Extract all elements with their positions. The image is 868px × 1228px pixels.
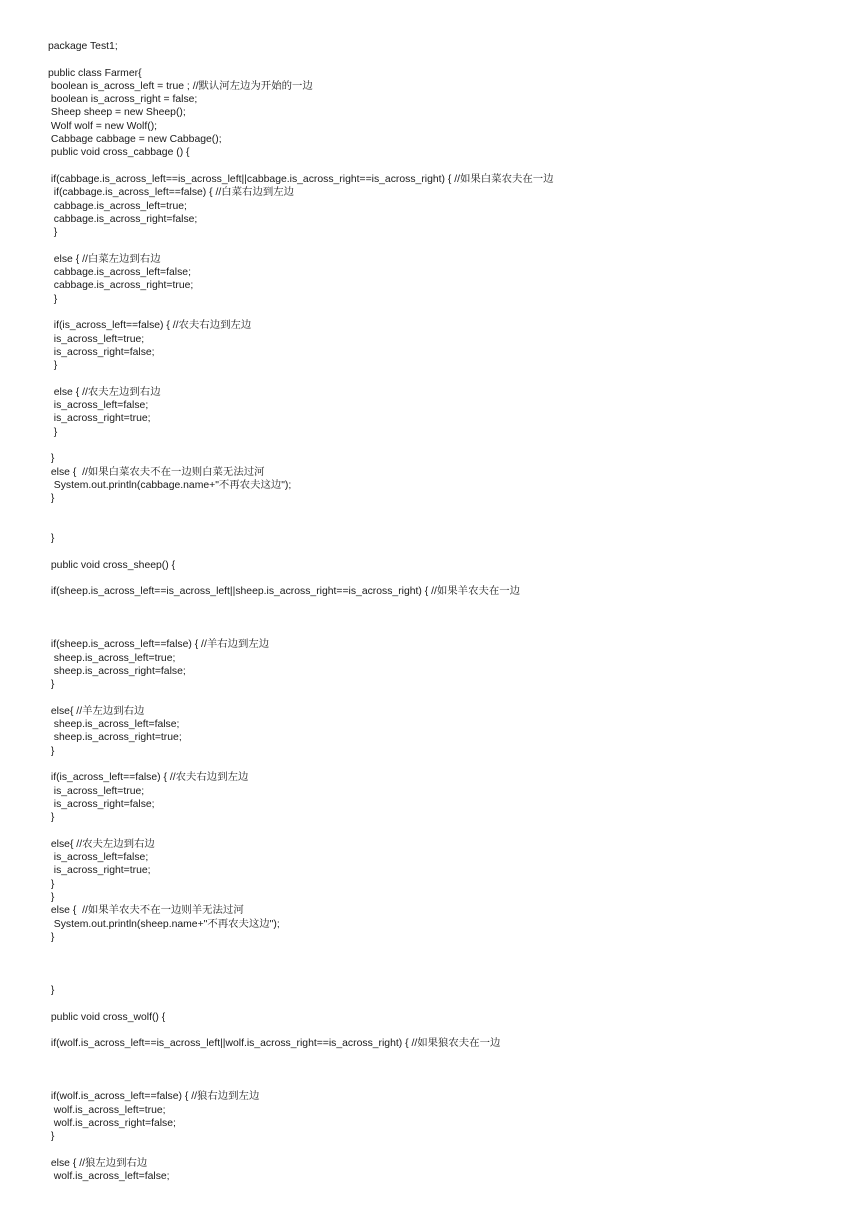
code-line: cabbage.is_across_left=false;	[48, 267, 191, 279]
code-line	[48, 1051, 848, 1064]
code-line: }	[48, 679, 55, 691]
code-line	[48, 505, 848, 518]
code-line: if(is_across_left==false) { //农夫右边到左边	[48, 320, 252, 332]
code-line	[48, 519, 848, 532]
code-line: if(is_across_left==false) { //农夫右边到左边	[48, 772, 249, 784]
code-line: is_across_right=false;	[48, 346, 155, 358]
code-line	[48, 439, 848, 452]
code-line: }	[48, 293, 58, 305]
code-line	[48, 944, 848, 957]
code-line: }	[48, 1131, 55, 1143]
code-line: sheep.is_across_right=false;	[48, 665, 186, 677]
code-line: else { //白菜左边到右边	[48, 253, 161, 265]
code-line	[48, 1077, 848, 1090]
code-line: public class Farmer{	[48, 67, 142, 79]
code-line: System.out.println(cabbage.name+"不再农夫这边");	[48, 479, 292, 491]
code-line: }	[48, 493, 55, 505]
code-line	[48, 53, 848, 66]
code-line: }	[48, 532, 55, 544]
code-line: }	[48, 878, 55, 890]
code-line: is_across_right=false;	[48, 798, 155, 810]
code-line	[48, 598, 848, 611]
code-line: wolf.is_across_right=false;	[48, 1118, 176, 1130]
code-line: else{ //羊左边到右边	[48, 705, 145, 717]
code-line: boolean is_across_right = false;	[48, 94, 198, 106]
code-line: if(cabbage.is_across_left==false) { //白菜右边到左边	[48, 187, 295, 199]
code-line: wolf.is_across_left=true;	[48, 1104, 166, 1116]
code-line: is_across_left=true;	[48, 785, 145, 797]
code-line: if(wolf.is_across_left==false) { //狼右边到左边	[48, 1091, 260, 1103]
code-line	[48, 825, 848, 838]
code-line: package Test1;	[48, 41, 118, 52]
code-line: if(sheep.is_across_left==is_across_left||sheep.is_across_right==is_across_right) { //如果羊农夫在一边	[48, 586, 521, 598]
code-line: }	[48, 360, 58, 372]
code-line	[48, 758, 848, 771]
code-line: sheep.is_across_left=true;	[48, 652, 176, 664]
code-line: else { //农夫左边到右边	[48, 386, 161, 398]
code-line	[48, 957, 848, 970]
code-line: Cabbage cabbage = new Cabbage();	[48, 134, 222, 146]
code-line: }	[48, 931, 55, 943]
code-line: public void cross_cabbage () {	[48, 147, 190, 159]
code-line: if(wolf.is_across_left==is_across_left||wolf.is_across_right==is_across_right) { //如果狼农夫在一边	[48, 1038, 501, 1050]
code-line: is_across_left=false;	[48, 400, 149, 412]
code-line: else { //狼左边到右边	[48, 1157, 148, 1169]
code-line	[48, 1144, 848, 1157]
code-line: else{ //农夫左边到右边	[48, 838, 155, 850]
code-line: Sheep sheep = new Sheep();	[48, 107, 186, 119]
code-line: }	[48, 453, 55, 465]
code-line: boolean is_across_left = true ; //默认河左边为开始的一边	[48, 80, 313, 92]
code-line: wolf.is_across_left=false;	[48, 1171, 170, 1183]
code-line: }	[48, 745, 55, 757]
code-line	[48, 1024, 848, 1037]
code-line: cabbage.is_across_left=true;	[48, 200, 187, 212]
code-line: is_across_right=true;	[48, 865, 151, 877]
code-line: }	[48, 227, 58, 239]
code-line	[48, 997, 848, 1010]
code-line: else { //如果羊农夫不在一边则羊无法过河	[48, 905, 244, 917]
code-line	[48, 545, 848, 558]
code-line: sheep.is_across_left=false;	[48, 719, 180, 731]
code-line: Wolf wolf = new Wolf();	[48, 120, 158, 132]
code-line: }	[48, 426, 58, 438]
code-line	[48, 306, 848, 319]
code-line: if(sheep.is_across_left==false) { //羊右边到左边	[48, 639, 270, 651]
code-line	[48, 160, 848, 173]
code-line: public void cross_wolf() {	[48, 1011, 166, 1023]
code-line: cabbage.is_across_right=true;	[48, 280, 194, 292]
code-line	[48, 239, 848, 252]
code-line: }	[48, 985, 55, 997]
code-line	[48, 625, 848, 638]
code-line	[48, 971, 848, 984]
code-line	[48, 1064, 848, 1077]
code-line: else { //如果白菜农夫不在一边则白菜无法过河	[48, 466, 265, 478]
code-line	[48, 372, 848, 385]
code-line	[48, 612, 848, 625]
code-line: }	[48, 812, 55, 824]
code-line: public void cross_sheep() {	[48, 559, 176, 571]
code-line: if(cabbage.is_across_left==is_across_left||cabbage.is_across_right==is_across_right) { //如果白菜农夫在一边	[48, 173, 554, 185]
code-line: cabbage.is_across_right=false;	[48, 213, 198, 225]
code-line: is_across_left=true;	[48, 333, 145, 345]
code-line: System.out.println(sheep.name+"不再农夫这边");	[48, 918, 280, 930]
code-line	[48, 692, 848, 705]
code-line: sheep.is_across_right=true;	[48, 732, 182, 744]
code-line: }	[48, 892, 55, 903]
code-line	[48, 572, 848, 585]
code-line: is_across_right=true;	[48, 413, 151, 425]
code-line: is_across_left=false;	[48, 852, 149, 864]
code-listing	[48, 40, 848, 1184]
